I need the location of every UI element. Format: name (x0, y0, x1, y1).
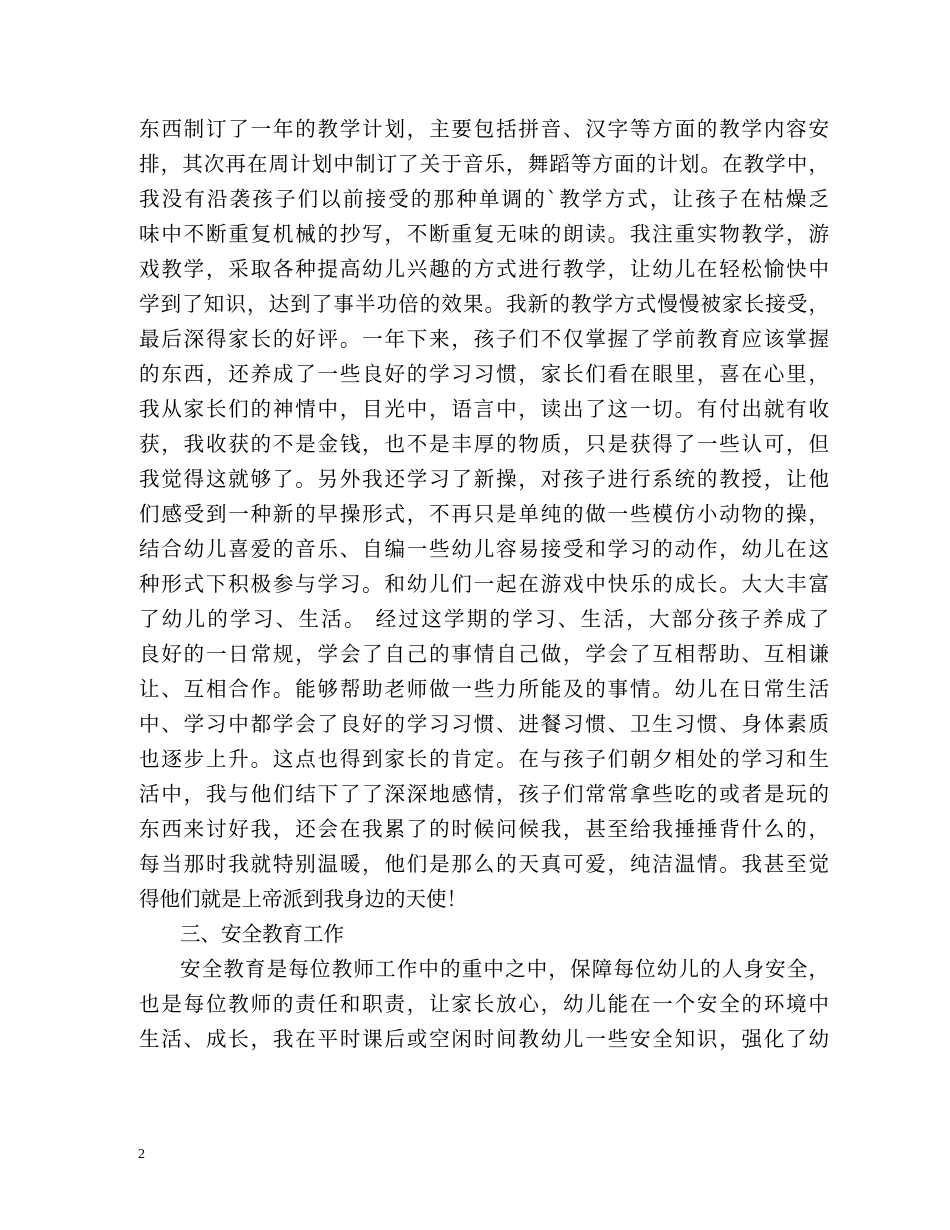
text-line: 排，其次再在周计划中制订了关于音乐，舞蹈等方面的计划。在教学中， (139, 152, 829, 176)
document-body (139, 112, 829, 1057)
page-number: 2 (138, 1147, 145, 1162)
text-line: 每当那时我就特别温暖，他们是那么的天真可爱，纯洁温情。我甚至觉 (139, 852, 829, 876)
paragraph-safety (139, 952, 829, 1057)
text-line: 们感受到一种新的早操形式，不再只是单纯的做一些模仿小动物的操， (139, 502, 829, 526)
text-line: 我没有沿袭孩子们以前接受的那种单调的`教学方式，让孩子在枯燥乏 (139, 187, 829, 211)
text-line: 良好的一日常规，学会了自己的事情自己做，学会了互相帮助、互相谦 (139, 642, 829, 666)
text-line: 的东西，还养成了一些良好的学习习惯，家长们看在眼里，喜在心里， (139, 362, 829, 386)
text-line: 中、学习中都学会了良好的学习习惯、进餐习惯、卫生习惯、身体素质 (139, 712, 829, 736)
text-line: 最后深得家长的好评。一年下来，孩子们不仅掌握了学前教育应该掌握 (139, 327, 829, 351)
text-line: 学到了知识，达到了事半功倍的效果。我新的教学方式慢慢被家长接受， (139, 292, 829, 316)
text-line: 获，我收获的不是金钱，也不是丰厚的物质，只是获得了一些认可，但 (139, 432, 829, 456)
text-line: 活中，我与他们结下了了深深地感情，孩子们常常拿些吃的或者是玩的 (139, 782, 829, 806)
text-line: 戏教学，采取各种提高幼儿兴趣的方式进行教学，让幼儿在轻松愉快中 (139, 257, 829, 281)
text-line: 生活、成长，我在平时课后或空闲时间教幼儿一些安全知识，强化了幼 (139, 1027, 829, 1051)
text-line: 安全教育是每位教师工作中的重中之中，保障每位幼儿的人身安全， (180, 957, 829, 981)
text-line: 东西制订了一年的教学计划，主要包括拼音、汉字等方面的教学内容安 (139, 117, 829, 141)
text-line: 也逐步上升。这点也得到家长的肯定。在与孩子们朝夕相处的学习和生 (139, 747, 829, 771)
text-line: 种形式下积极参与学习。和幼儿们一起在游戏中快乐的成长。大大丰富 (139, 572, 829, 596)
text-line: 我觉得这就够了。另外我还学习了新操，对孩子进行系统的教授，让他 (139, 467, 829, 491)
text-line: 得他们就是上帝派到我身边的天使！ (139, 887, 467, 911)
text-line: 了幼儿的学习、生活。 经过这学期的学习、生活，大部分孩子养成了 (139, 607, 829, 631)
text-line: 东西来讨好我，还会在我累了的时候问候我，甚至给我捶捶背什么的， (139, 817, 829, 841)
section-heading: 三、安全教育工作 (180, 922, 344, 946)
text-line: 让、互相合作。能够帮助老师做一些力所能及的事情。幼儿在日常生活 (139, 677, 829, 701)
text-line: 也是每位教师的责任和职责，让家长放心，幼儿能在一个安全的环境中 (139, 992, 829, 1016)
text-line: 结合幼儿喜爱的音乐、自编一些幼儿容易接受和学习的动作，幼儿在这 (139, 537, 829, 561)
paragraph-teaching (139, 112, 829, 917)
text-line: 味中不断重复机械的抄写，不断重复无味的朗读。我注重实物教学，游 (139, 222, 829, 246)
text-line: 我从家长们的神情中，目光中，语言中，读出了这一切。有付出就有收 (139, 397, 829, 421)
